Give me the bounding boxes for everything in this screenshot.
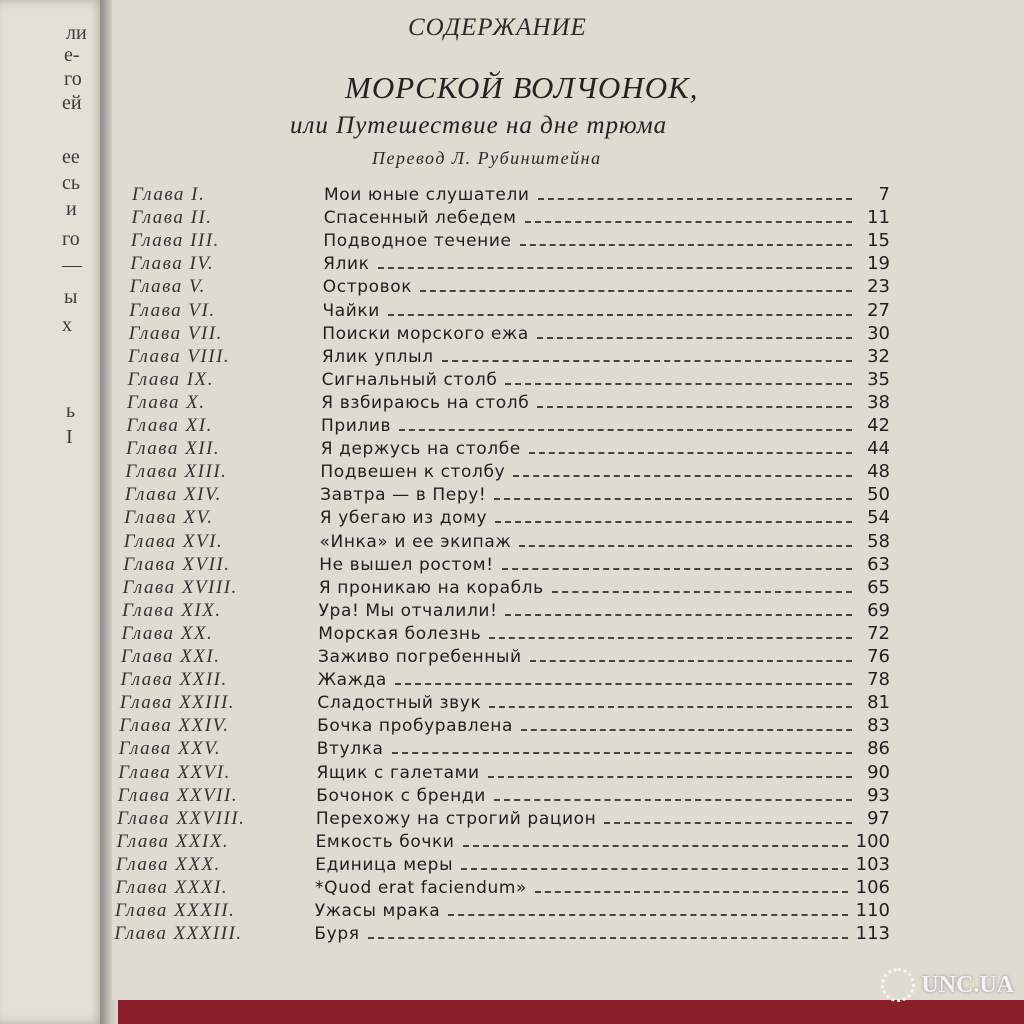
toc-row [128, 369, 890, 392]
toc-chapter-title: Втулка [316, 739, 384, 760]
toc-page-number: 15 [867, 230, 890, 252]
toc-chapter-number: Глава XXVI. [118, 761, 231, 783]
toc-chapter-title: Спасенный лебедем [323, 208, 517, 229]
toc-leader-dots [378, 267, 852, 269]
toc-page-number: 83 [867, 715, 890, 737]
toc-chapter-number: Глава V. [129, 276, 206, 298]
toc-row [119, 738, 890, 761]
toc-leader-dots [535, 891, 848, 893]
toc-chapter-title: Я держусь на столбе [320, 439, 521, 460]
toc-chapter-title: Бочонок с бренди [316, 785, 486, 806]
toc-leader-dots [448, 914, 847, 916]
toc-leader-dots [521, 729, 852, 731]
toc-leader-dots [505, 383, 852, 385]
toc-page-number: 23 [867, 276, 890, 298]
toc-chapter-title: Завтра — в Перу! [320, 485, 487, 506]
toc-page-number: 103 [855, 853, 890, 875]
toc-page-number: 100 [855, 830, 890, 852]
toc-page-number: 48 [867, 461, 890, 483]
toc-page-number: 38 [867, 391, 890, 413]
toc-page-number: 78 [867, 669, 890, 691]
translator-credit: Перевод Л. Рубинштейна [372, 148, 602, 168]
book-title: МОРСКОЙ ВОЛЧОНОК, [345, 70, 699, 105]
toc-row [120, 692, 890, 715]
toc-page-number: 50 [867, 484, 890, 506]
toc-chapter-title: Подвешен к столбу [320, 462, 506, 483]
toc-leader-dots [513, 475, 852, 477]
toc-row [131, 207, 890, 230]
left-page-fragment: ли [66, 22, 87, 44]
toc-page-number: 97 [867, 807, 890, 829]
toc-page-number: 63 [867, 553, 890, 575]
toc-row [122, 623, 890, 646]
toc-page-number: 11 [867, 207, 890, 229]
toc-chapter-title: Сладостный звук [317, 693, 482, 714]
toc-row [116, 877, 891, 900]
toc-page-number: 76 [867, 646, 890, 667]
toc-chapter-number: Глава IX. [127, 368, 214, 390]
toc-page-number: 19 [867, 253, 890, 275]
toc-chapter-number: Глава XXI. [121, 646, 221, 667]
toc-chapter-title: Не вышел ростом! [319, 554, 494, 575]
toc-row [127, 415, 891, 438]
toc-chapter-number: Глава XIX. [122, 599, 222, 621]
toc-chapter-title: Прилив [321, 416, 392, 436]
toc-row [118, 785, 890, 808]
toc-chapter-number: Глава III. [130, 230, 220, 252]
toc-leader-dots [388, 314, 852, 316]
watermark-text: UNC.UA [921, 971, 1014, 998]
left-page-fragment: ы [64, 286, 78, 308]
toc-chapter-title: Ура! Мы отчалили! [318, 600, 498, 621]
toc-chapter-title: Мои юные слушатели [324, 185, 530, 205]
toc-leader-dots [604, 822, 852, 824]
toc-chapter-number: Глава XX. [121, 622, 214, 644]
toc-chapter-number: Глава II. [131, 207, 213, 229]
toc-page-number: 44 [867, 438, 890, 460]
toc-leader-dots [552, 591, 852, 593]
left-page-fragment: х [62, 314, 72, 336]
toc-leader-dots [494, 498, 852, 500]
toc-chapter-number: Глава I. [132, 184, 206, 205]
toc-leader-dots [442, 360, 852, 362]
toc-chapter-number: Глава XIV. [124, 484, 222, 506]
toc-leader-dots [489, 637, 852, 639]
toc-chapter-title: Перехожу на строгий рацион [315, 808, 597, 829]
toc-page-number: 86 [867, 738, 890, 760]
toc-page-number: 106 [855, 877, 890, 898]
toc-row [127, 392, 890, 415]
left-page-fragment: и [66, 198, 77, 220]
book-subtitle: или Путешествие на дне трюма [290, 112, 668, 139]
toc-chapter-title: «Инка» и ее экипаж [319, 531, 512, 552]
toc-chapter-number: Глава XV. [124, 507, 214, 529]
toc-page-number: 65 [867, 576, 890, 598]
toc-chapter-title: Ящик с галетами [316, 762, 480, 783]
toc-chapter-title: Сигнальный столб [321, 369, 498, 390]
toc-chapter-number: Глава XI. [126, 415, 213, 436]
toc-row [125, 461, 890, 484]
toc-chapter-number: Глава XXVII. [117, 784, 239, 806]
toc-leader-dots [368, 937, 848, 939]
toc-chapter-number: Глава XXX. [116, 853, 221, 875]
toc-leader-dots [488, 776, 852, 778]
left-page-fragment: го [64, 68, 82, 90]
left-page-fragment: — [62, 254, 82, 276]
toc-leader-dots [537, 337, 852, 339]
toc-chapter-number: Глава XXXII. [114, 900, 236, 922]
toc-page-number: 69 [867, 599, 890, 621]
toc-leader-dots [502, 568, 852, 570]
toc-leader-dots [495, 521, 852, 523]
toc-row [123, 554, 890, 577]
toc-row [124, 507, 890, 530]
toc-row [123, 577, 890, 600]
toc-chapter-number: Глава XXIII. [119, 692, 236, 714]
toc-leader-dots [538, 198, 852, 200]
toc-row [116, 854, 890, 877]
contents-heading: СОДЕРЖАНИЕ [408, 14, 587, 41]
left-page-fragment: го [62, 228, 80, 250]
toc-leader-dots [519, 545, 852, 547]
toc-page-number: 32 [867, 345, 890, 367]
left-page-fragment: ь [66, 400, 76, 422]
toc-chapter-number: Глава XXXI. [115, 877, 229, 898]
toc-chapter-number: Глава XXII. [120, 669, 228, 691]
toc-row [129, 300, 890, 323]
toc-page-number: 30 [867, 322, 890, 344]
toc-chapter-title: Емкость бочки [315, 831, 455, 852]
toc-chapter-number: Глава XXIX. [116, 830, 230, 852]
toc-page-number: 90 [867, 761, 890, 783]
toc-chapter-title: Я проникаю на корабль [318, 577, 544, 598]
toc-page-number: 81 [867, 692, 890, 714]
toc-chapter-number: Глава VIII. [128, 345, 231, 367]
toc-page-number: 27 [867, 299, 890, 321]
toc-page-number: 110 [855, 900, 890, 922]
toc-leader-dots [461, 868, 848, 870]
toc-row [130, 253, 890, 276]
toc-row [126, 438, 890, 461]
toc-row [119, 715, 890, 738]
toc-row [118, 762, 890, 785]
toc-page-number: 54 [867, 507, 890, 529]
toc-leader-dots [420, 290, 852, 292]
toc-leader-dots [489, 706, 852, 708]
toc-chapter-title: *Quod erat faciendum» [315, 878, 528, 898]
toc-chapter-title: Поиски морского ежа [322, 323, 529, 344]
toc-row [125, 484, 890, 507]
toc-page-number: 93 [867, 784, 890, 806]
toc-row [114, 923, 890, 946]
toc-chapter-number: Глава XIII. [125, 461, 228, 483]
toc-row [124, 531, 890, 554]
left-page-fragment: ей [62, 92, 82, 114]
toc-chapter-number: Глава XVIII. [122, 576, 238, 598]
toc-row [115, 900, 890, 923]
toc-leader-dots [399, 429, 852, 431]
toc-leader-dots [529, 452, 852, 454]
toc-row [131, 230, 890, 253]
toc-chapter-title: Я взбираюсь на столб [321, 392, 530, 413]
toc-row [128, 346, 890, 369]
toc-chapter-number: Глава XVI. [123, 530, 224, 552]
toc-chapter-title: Ялик [323, 254, 370, 275]
toc-page-number: 35 [867, 368, 890, 390]
toc-chapter-title: Буря [314, 924, 360, 945]
toc-chapter-number: Глава VI. [129, 299, 216, 321]
toc-leader-dots [520, 244, 852, 246]
toc-row [120, 669, 890, 692]
toc-chapter-title: Подводное течение [323, 231, 512, 252]
toc-chapter-title: Морская болезнь [318, 623, 482, 644]
left-page [0, 0, 105, 1024]
sun-logo-icon [881, 968, 915, 1002]
toc-chapter-number: Глава XXV. [118, 738, 222, 760]
toc-chapter-title: Островок [322, 277, 413, 298]
toc-row [132, 184, 890, 207]
toc-row [121, 646, 890, 669]
toc-row [122, 600, 890, 623]
toc-row [117, 831, 890, 854]
toc-row [130, 276, 890, 299]
toc-chapter-title: Я убегаю из дому [319, 508, 488, 529]
toc-chapter-title: Ялик уплыл [321, 346, 434, 367]
toc-page-number: 72 [867, 622, 890, 644]
toc-page-number: 42 [867, 415, 890, 436]
toc-row [117, 808, 890, 831]
toc-page-number: 58 [867, 530, 890, 552]
toc-chapter-number: Глава XII. [125, 438, 221, 460]
toc-leader-dots [392, 752, 852, 754]
toc-chapter-number: Глава X. [127, 391, 206, 413]
toc-leader-dots [395, 683, 852, 685]
toc-leader-dots [525, 221, 852, 223]
toc-row [129, 323, 890, 346]
toc-leader-dots [505, 614, 852, 616]
toc-chapter-number: Глава XVII. [123, 553, 231, 575]
toc-chapter-title: Чайки [322, 300, 380, 321]
left-page-fragment: ее [62, 146, 80, 168]
toc-chapter-number: Глава VII. [128, 322, 223, 344]
toc-leader-dots [463, 845, 848, 847]
toc-leader-dots [494, 799, 852, 801]
toc-chapter-title: Ужасы мрака [314, 901, 441, 922]
toc-leader-dots [537, 406, 852, 408]
left-page-fragment: I [66, 426, 73, 448]
toc-chapter-title: Единица меры [315, 854, 454, 875]
toc-page-number: 7 [878, 184, 890, 205]
toc-chapter-number: Глава XXVIII. [117, 807, 246, 829]
toc-chapter-number: Глава IV. [130, 253, 215, 275]
left-page-fragment: е- [64, 44, 80, 66]
toc-page-number: 113 [855, 923, 890, 945]
toc-chapter-number: Глава XXXIII. [114, 923, 243, 945]
toc-chapter-title: Заживо погребенный [318, 647, 522, 667]
toc-chapter-number: Глава XXIV. [119, 715, 230, 737]
site-watermark [881, 968, 1014, 1002]
toc-chapter-title: Жажда [317, 670, 387, 691]
left-page-fragment: сь [62, 172, 80, 194]
toc-leader-dots [530, 660, 852, 662]
toc-chapter-title: Бочка пробуравлена [317, 716, 514, 737]
